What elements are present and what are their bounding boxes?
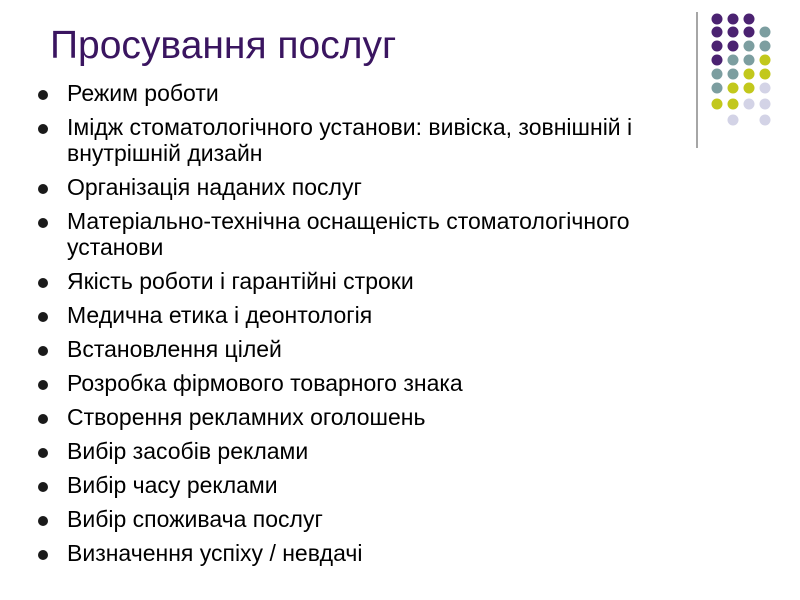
list-item-text: Імідж стоматологічного установи: вивіска, зовнішній і внутрішній дизайн (67, 114, 633, 166)
decor-dot (744, 41, 755, 52)
list-item-text: Якість роботи і гарантійні строки (67, 268, 414, 294)
list-item (36, 80, 656, 106)
decor-dot (760, 83, 771, 94)
list-item-text: Вибір споживача послуг (67, 506, 323, 532)
decor-dot (712, 14, 723, 25)
list-item-text: Організація наданих послуг (67, 174, 362, 200)
decor-dot (712, 83, 723, 94)
decor-dot (728, 69, 739, 80)
decor-dot (712, 99, 723, 110)
list-item (36, 268, 656, 294)
decor-dot (728, 27, 739, 38)
decor-dot (744, 14, 755, 25)
bullet-icon (38, 516, 48, 526)
bullet-icon (38, 90, 48, 100)
list-item (36, 370, 656, 396)
decor-dot (728, 99, 739, 110)
bullet-list (36, 80, 656, 574)
decor-dot (744, 99, 755, 110)
decor-dot (728, 83, 739, 94)
list-item (36, 472, 656, 498)
slide-title: Просування послуг (50, 24, 397, 67)
bullet-icon (38, 184, 48, 194)
bullet-icon (38, 346, 48, 356)
list-item (36, 540, 656, 566)
decor-dot (760, 69, 771, 80)
decor-dot (744, 55, 755, 66)
decor-dot (760, 115, 771, 126)
list-item-text: Медична етика і деонтологія (67, 302, 373, 328)
bullet-icon (38, 380, 48, 390)
decor-dot (712, 41, 723, 52)
list-item-text: Матеріально-технічна оснащеність стоматологічного установи (67, 208, 630, 260)
decorative-divider (696, 12, 698, 148)
decor-dot (760, 41, 771, 52)
decor-dot (712, 55, 723, 66)
decor-dot (728, 41, 739, 52)
bullet-icon (38, 448, 48, 458)
bullet-icon (38, 278, 48, 288)
list-item-text: Встановлення цілей (67, 336, 282, 362)
list-item (36, 506, 656, 532)
bullet-icon (38, 312, 48, 322)
list-item-text: Визначення успіху / невдачі (67, 540, 363, 566)
list-item-text: Розробка фірмового товарного знака (67, 370, 463, 396)
list-item (36, 174, 656, 200)
list-item (36, 336, 656, 362)
decor-dot (760, 55, 771, 66)
bullet-icon (38, 414, 48, 424)
list-item (36, 404, 656, 430)
list-item-text: Вибір часу реклами (67, 472, 278, 498)
decor-dot (744, 69, 755, 80)
list-item-text: Створення рекламних оголошень (67, 404, 426, 430)
list-item (36, 208, 656, 260)
list-item-text: Режим роботи (67, 80, 219, 106)
decor-dot (728, 115, 739, 126)
list-item (36, 302, 656, 328)
bullet-icon (38, 124, 48, 134)
bullet-icon (38, 550, 48, 560)
decor-dot (712, 69, 723, 80)
bullet-icon (38, 482, 48, 492)
list-item (36, 114, 656, 166)
decor-dot (760, 27, 771, 38)
decor-dot (712, 27, 723, 38)
decor-dot (744, 27, 755, 38)
decor-dot (760, 99, 771, 110)
list-item-text: Вибір засобів реклами (67, 438, 309, 464)
decor-dot (744, 83, 755, 94)
bullet-icon (38, 218, 48, 228)
decor-dot (728, 14, 739, 25)
decor-dot (728, 55, 739, 66)
list-item (36, 438, 656, 464)
